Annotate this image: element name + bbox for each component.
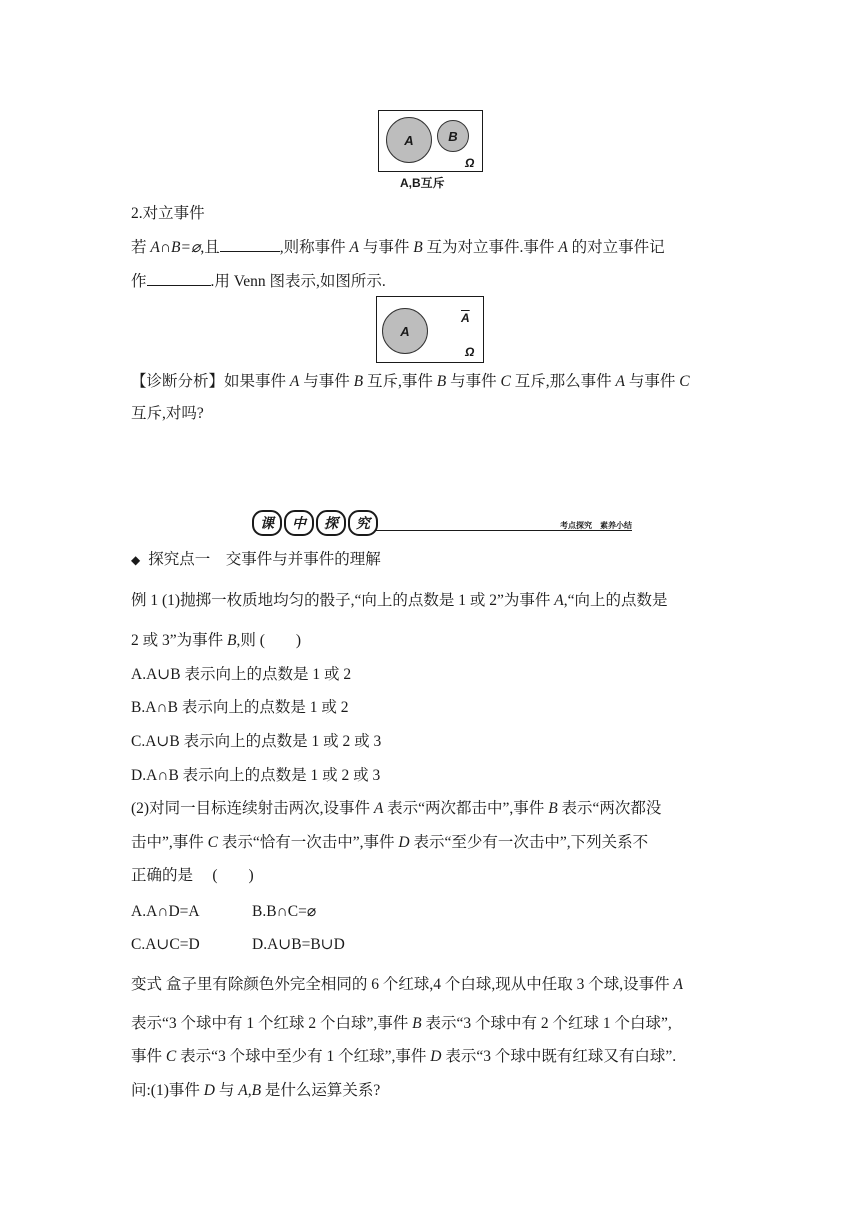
venn-circle-b: B — [437, 120, 469, 152]
diagnosis-line-1: 【诊断分析】如果事件 A 与事件 B 互斥,事件 B 与事件 C 互斥,那么事件 A 与事件 C — [131, 373, 690, 390]
diagnosis-line-2: 互斥,对吗? — [131, 405, 204, 422]
example2-option-d: D.A∪B=B∪D — [252, 936, 345, 953]
example2-option-a: A.A∩D=A — [131, 903, 200, 920]
venn-universe-box — [378, 110, 483, 172]
example2-option-b: B.B∩C=⌀ — [252, 903, 317, 920]
banner-title — [252, 510, 380, 536]
example1-line-1: 例 1 (1)抛掷一枚质地均匀的骰子,“向上的点数是 1 或 2”为事件 A,“向上的点数是 — [131, 592, 668, 609]
fill-blank-1[interactable] — [220, 236, 280, 252]
variant-line-2: 表示“3 个球中有 1 个红球 2 个白球”,事件 B 表示“3 个球中有 2 个红球 1 个白球”, — [131, 1015, 672, 1032]
example1-option-d: D.A∩B 表示向上的点数是 1 或 2 或 3 — [131, 767, 381, 784]
inquiry-heading: ◆ 探究点一 交事件与并事件的理解 — [131, 551, 381, 568]
example2-options-ab — [131, 902, 316, 922]
variant-line-1: 变式 盒子里有除颜色外完全相同的 6 个红球,4 个白球,现从中任取 3 个球,设事件 A — [131, 976, 683, 993]
banner-subtitle: 考点探究 素养小结 — [560, 521, 632, 530]
section-banner — [252, 506, 632, 536]
example2-options-cd — [131, 935, 345, 955]
definition-line-1: 若 A∩B=⌀,且 ,则称事件 A 与事件 B 互为对立事件.事件 A 的对立事件记 — [131, 236, 665, 258]
variant-line-3: 事件 C 表示“3 个球中至少有 1 个红球”,事件 D 表示“3 个球中既有红球又有白球”. — [131, 1048, 677, 1065]
example1-option-a: A.A∪B 表示向上的点数是 1 或 2 — [131, 666, 352, 683]
definition-line-2: 作 .用 Venn 图表示,如图所示. — [131, 270, 386, 292]
banner-char: 究 — [348, 510, 378, 536]
banner-char: 课 — [252, 510, 282, 536]
example1-line-2: 2 或 3”为事件 B,则 ( ) — [131, 632, 302, 649]
section-title-complementary: 2.对立事件 — [131, 205, 205, 222]
venn-universe-box — [376, 296, 484, 363]
example2-line-1: (2)对同一目标连续射击两次,设事件 A 表示“两次都击中”,事件 B 表示“两次都没 — [131, 800, 662, 817]
omega-label: Ω — [465, 345, 475, 359]
omega-label: Ω — [465, 156, 475, 170]
example2-option-c: C.A∪C=D — [131, 936, 200, 953]
diamond-bullet-icon: ◆ — [131, 553, 141, 567]
example1-option-c: C.A∪B 表示向上的点数是 1 或 2 或 3 — [131, 733, 382, 750]
example1-option-b: B.A∩B 表示向上的点数是 1 或 2 — [131, 699, 349, 716]
venn-figure-mutually-exclusive — [378, 110, 483, 190]
fill-blank-2[interactable] — [147, 270, 211, 286]
example2-line-2: 击中”,事件 C 表示“恰有一次击中”,事件 D 表示“至少有一次击中”,下列关系不 — [131, 834, 649, 851]
banner-char: 探 — [316, 510, 346, 536]
venn-figure-complementary — [376, 296, 484, 364]
figure-caption: A,B互斥 — [400, 176, 445, 190]
complement-label: $\overline{A}$ — [461, 311, 470, 325]
variant-line-4: 问:(1)事件 D 与 A,B 是什么运算关系? — [131, 1082, 381, 1099]
banner-char: 中 — [284, 510, 314, 536]
venn-circle-a: A — [382, 308, 428, 354]
venn-circle-a: A — [386, 117, 432, 163]
example2-line-3: 正确的是 ( ) — [131, 867, 254, 884]
